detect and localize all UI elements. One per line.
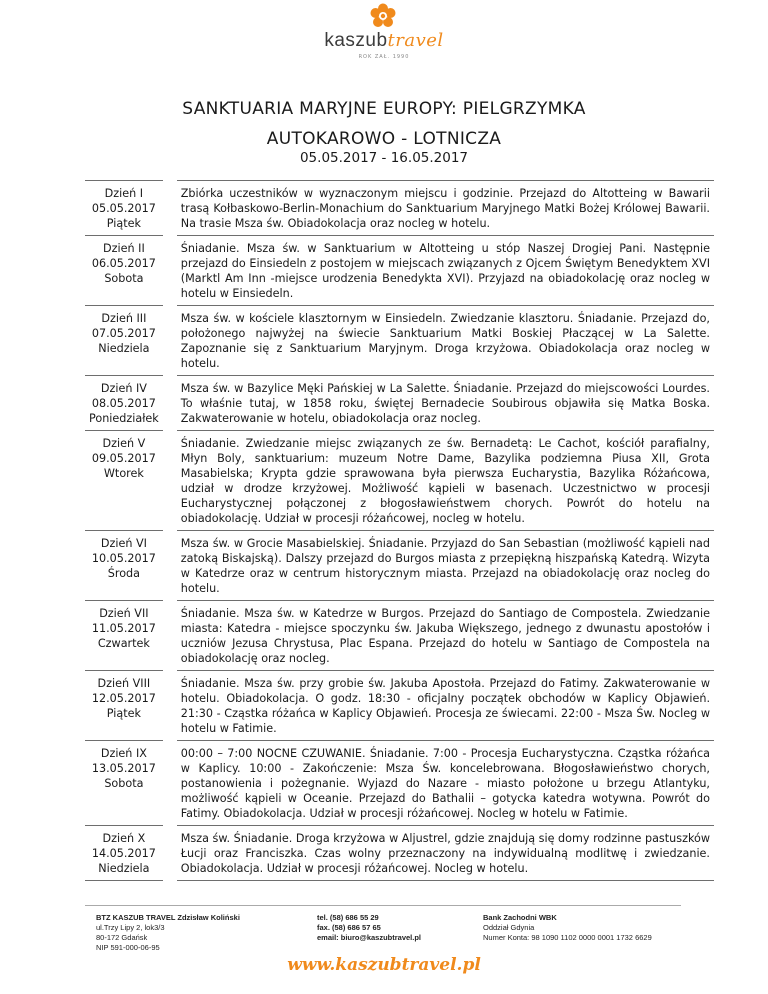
itinerary-row: [85, 431, 714, 531]
day-date: 08.05.2017: [91, 397, 156, 410]
day-weekday: Piątek: [106, 217, 141, 230]
itinerary-table: [85, 180, 714, 881]
day-name: Dzień IX: [100, 747, 147, 760]
bank-branch: Oddział Gdynia: [483, 923, 535, 932]
day-date: 10.05.2017: [91, 552, 156, 565]
trip-dates: 05.05.2017 - 16.05.2017: [299, 150, 469, 166]
row-gap: [163, 431, 177, 531]
itinerary-row: [85, 826, 714, 881]
row-gap: [163, 601, 177, 671]
day-description: Śniadanie. Msza św. w Katedrze w Burgos. Przejazd do Santiago de Compostela. Zwiedzanie miasta: Katedra - miejsce spoczynku św. Jakuba Większego, jednego z dwunastu apostołów i uczniów Jezusa Chrystusa, Plac Espana. Przejazd do hotelu w Santiago de Compostela na obiadokolację oraz nocleg.: [177, 601, 714, 671]
day-weekday: Sobota: [104, 272, 144, 285]
company-nip: NIP 591-000-06-95: [96, 943, 160, 952]
footer-contact: [317, 913, 421, 943]
day-description: Msza św. w Bazylice Męki Pańskiej w La Salette. Śniadanie. Przejazd do miejscowości Lourdes. To właśnie tutaj, w 1858 roku, świętej Bernadecie Soubirous objawiła się Matka Boska. Zakwaterowanie w hotelu, obiadokolacja oraz nocleg.: [177, 376, 714, 431]
day-cell: [85, 181, 163, 236]
day-weekday: Środa: [107, 567, 141, 580]
footer-company: [96, 913, 240, 953]
day-weekday: Sobota: [104, 777, 144, 790]
day-description: 00:00 – 7:00 NOCNE CZUWANIE. Śniadanie. 7:00 - Procesja Eucharystyczna. Cząstka różańca w Kaplicy. 10:00 - Zakończenie: Msza Św. koncelebrowana. Błogosławieństwo chorych, postanowienia i pożegnanie. Wyjazd do Nazare - miasto położone u brzegu Atlantyku, możliwość kąpieli w Oceanie. Przejazd do Bathalii – gotycka katedra wotywna. Powrót do Fatimy. Obiadokolacja. Udział w procesji różańcowej. Nocleg w hotelu w Fatimie.: [177, 741, 714, 826]
day-name: Dzień IV: [100, 382, 147, 395]
bank-name: Bank Zachodni WBK: [483, 913, 557, 922]
day-cell: [85, 431, 163, 531]
row-gap: [163, 181, 177, 236]
bank-account: Numer Konta: 98 1090 1102 0000 0001 1732 6629: [483, 933, 652, 942]
row-gap: [163, 826, 177, 881]
website-link[interactable]: www.kaszubtravel.pl: [287, 955, 481, 975]
logo-brand: kaszub: [324, 30, 388, 51]
itinerary-row: [85, 181, 714, 236]
day-name: Dzień III: [101, 312, 147, 325]
day-weekday: Wtorek: [103, 467, 144, 480]
day-description: Śniadanie. Msza św. przy grobie św. Jakuba Apostoła. Przejazd do Fatimy. Zakwaterowanie w hotelu. Obiadokolacja. O godz. 18:30 - oficjalny początek obchodów w Kaplicy Objawień. 21:30 - Cząstka różańca w Kaplicy Objawień. Procesja ze świecami. 22:00 - Msza Św. Nocleg w hotelu w Fatimie.: [177, 671, 714, 741]
day-date: 13.05.2017: [91, 762, 156, 775]
day-date: 07.05.2017: [91, 327, 156, 340]
day-cell: [85, 236, 163, 306]
day-date: 05.05.2017: [91, 202, 156, 215]
day-name: Dzień VII: [99, 607, 149, 620]
contact-tel: tel. (58) 686 55 29: [317, 913, 379, 922]
day-cell: [85, 531, 163, 601]
logo: [0, 0, 768, 62]
itinerary-row: [85, 376, 714, 431]
itinerary-row: [85, 531, 714, 601]
row-gap: [163, 236, 177, 306]
contact-email[interactable]: email: biuro@kaszubtravel.pl: [317, 933, 422, 942]
row-gap: [163, 376, 177, 431]
day-cell: [85, 671, 163, 741]
footer-bank: [483, 913, 652, 943]
itinerary-row: [85, 601, 714, 671]
day-name: Dzień II: [103, 242, 145, 255]
row-gap: [163, 671, 177, 741]
logo-wordmark: [0, 30, 768, 52]
contact-fax: fax. (58) 686 57 65: [317, 923, 381, 932]
day-name: Dzień X: [102, 832, 146, 845]
itinerary-row: [85, 671, 714, 741]
footer-divider: [85, 905, 681, 906]
day-weekday: Czwartek: [97, 637, 150, 650]
day-description: Zbiórka uczestników w wyznaczonym miejscu i godzinie. Przejazd do Altotteing w Bawarii trasą Kołbaskowo-Berlin-Monachium do Sanktuarium Maryjnego Matki Bożej Królowej Bawarii. Na trasie Msza św. Obiadokolacja oraz nocleg w hotelu.: [177, 181, 714, 236]
day-weekday: Niedziela: [98, 342, 150, 355]
logo-since: ROK ZAŁ. 1990: [358, 54, 410, 60]
itinerary-row: [85, 236, 714, 306]
day-name: Dzień VI: [100, 537, 147, 550]
day-date: 06.05.2017: [91, 257, 156, 270]
day-cell: [85, 601, 163, 671]
title-line-2: AUTOKAROWO - LOTNICZA: [266, 129, 502, 149]
title-line-1: SANKTUARIA MARYJNE EUROPY: PIELGRZYMKA: [182, 99, 586, 119]
company-name: BTZ KASZUB TRAVEL Zdzisław Koliński: [96, 913, 240, 922]
logo-travel: travel: [387, 30, 444, 51]
day-name: Dzień VIII: [97, 677, 151, 690]
day-name: Dzień V: [102, 437, 146, 450]
day-date: 09.05.2017: [91, 452, 156, 465]
day-date: 12.05.2017: [91, 692, 156, 705]
row-gap: [163, 306, 177, 376]
day-description: Śniadanie. Zwiedzanie miejsc związanych ze św. Bernadetą: Le Cachot, kościół parafialny, Młyn Boly, sanktuarium: muzeum Notre Dame, Bazylika podziemna Piusa XII, Grota Masabielska; Krypta gdzie sprawowana była pierwsza Eucharystia, Bazylika Różańcowa, udział w drodze krzyżowej. Możliwość kąpieli w basenach. Uczestnictwo w procesji Eucharystycznej połączonej z błogosławieństwem chorych. Powrót do hotelu na obiadokolację. Udział w procesji różańcowej, nocleg w hotelu.: [177, 431, 714, 531]
flower-logo-icon: [369, 2, 397, 30]
day-cell: [85, 376, 163, 431]
company-city: 80-172 Gdańsk: [96, 933, 148, 942]
day-description: Msza św. w Grocie Masabielskiej. Śniadanie. Przyjazd do San Sebastian (możliwość kąpieli nad zatoką Biskajską). Dalszy przejazd do Burgos miasta z przepiękną hiszpańską Katedrą. Wizyta w Katedrze oraz w centrum historycznym miasta. Przejazd na obiadokolację oraz nocleg do hotelu.: [177, 531, 714, 601]
day-cell: [85, 741, 163, 826]
day-weekday: Poniedziałek: [89, 412, 159, 425]
day-description: Msza św. Śniadanie. Droga krzyżowa w Aljustrel, gdzie znajdują się domy rodzinne pastuszków Łucji oraz Franciszka. Czas wolny przeznaczony na indywidualną modlitwę i zwiedzanie. Obiadokolacja. Udział w procesji różańcowej. Nocleg w hotelu.: [177, 826, 714, 881]
day-date: 11.05.2017: [91, 622, 156, 635]
day-cell: [85, 306, 163, 376]
day-description: Śniadanie. Msza św. w Sanktuarium w Altotteing u stóp Naszej Drogiej Pani. Następnie przejazd do Einsiedeln z postojem w miejscach związanych z Ojcem Świętym Benedyktem XVI (Marktl Am Inn -miejsce urodzenia Benedykta XVI). Przyjazd na obiadokolację oraz nocleg w hotelu w Einsiedeln.: [177, 236, 714, 306]
page-title: [0, 94, 768, 154]
day-description: Msza św. w kościele klasztornym w Einsiedeln. Zwiedzanie klasztoru. Śniadanie. Przejazd do, położonego najwyżej na świecie Sanktuarium Matki Boskiej Płaczącej w La Salette. Zapoznanie się z Sanktuarium Maryjnym. Droga krzyżowa. Obiadokolacja oraz nocleg w hotelu.: [177, 306, 714, 376]
company-street: ul.Trzy Lipy 2, lok3/3: [96, 923, 165, 932]
itinerary-row: [85, 741, 714, 826]
day-cell: [85, 826, 163, 881]
row-gap: [163, 741, 177, 826]
day-name: Dzień I: [104, 187, 144, 200]
itinerary-row: [85, 306, 714, 376]
day-weekday: Niedziela: [98, 862, 150, 875]
day-weekday: Piątek: [106, 707, 141, 720]
day-date: 14.05.2017: [91, 847, 156, 860]
row-gap: [163, 531, 177, 601]
